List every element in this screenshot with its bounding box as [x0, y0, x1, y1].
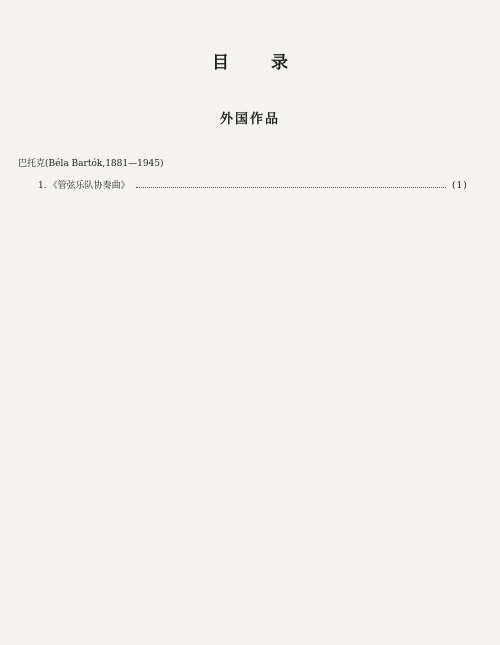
leader-dots — [136, 179, 446, 188]
toc-entry[interactable] — [38, 178, 486, 192]
entry-title: 《管弦乐队协奏曲》 — [48, 181, 130, 191]
composer-heading: 巴托克(Béla Bartók,1881—1945) — [18, 159, 164, 169]
section-title: 外国作品 — [219, 112, 280, 127]
page-title: 目录 — [212, 53, 330, 73]
entry-number: 1. — [38, 181, 47, 191]
entry-page: (1) — [452, 181, 468, 191]
